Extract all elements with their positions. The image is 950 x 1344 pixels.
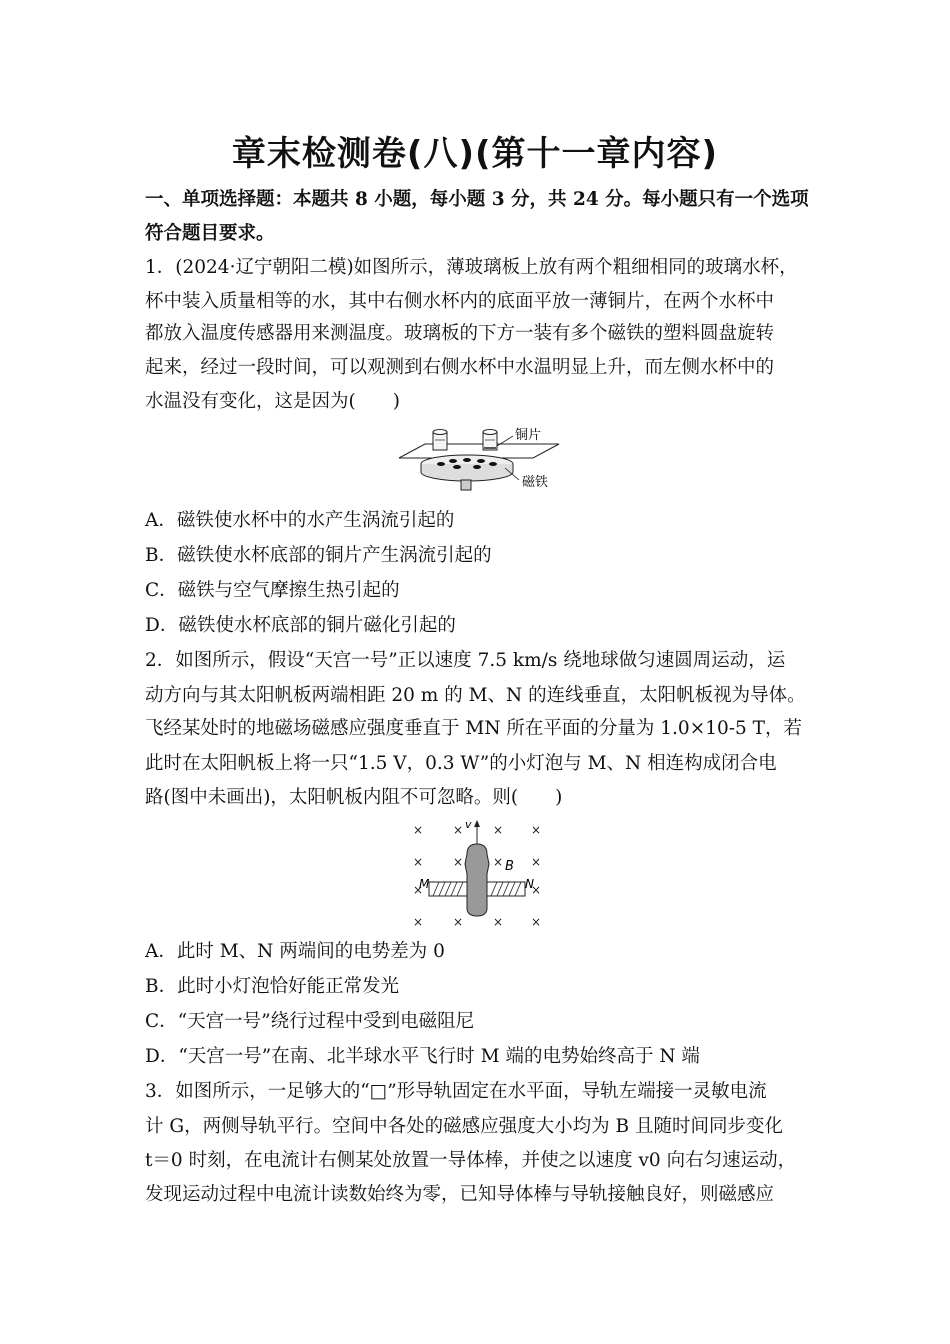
q3-line-2: 计 G，两侧导轨平行。空间中各处的磁感应强度大小均为 B 且随时间同步变化 <box>145 1116 784 1137</box>
q1-line-3: 都放入温度传感器用来测温度。玻璃板的下方一装有多个磁铁的塑料圆盘旋转 <box>145 323 775 344</box>
q3-line-3: t＝0 时刻，在电流计右侧某处放置一导体棒，并使之以速度 v0 向右匀速运动， <box>145 1150 797 1171</box>
svg-text:×: × <box>413 883 424 897</box>
q2-line-4: 此时在太阳帆板上将一只“1.5 V，0.3 W”的小灯泡与 M、N 相连构成闭合电 <box>145 753 777 774</box>
svg-text:×: × <box>493 915 504 929</box>
q1-option-d: D．磁铁使水杯底部的铜片磁化引起的 <box>145 615 456 636</box>
label-v: v <box>465 818 472 831</box>
q1-figure <box>395 424 565 500</box>
svg-text:×: × <box>413 855 424 869</box>
label-magnet: 磁铁 <box>522 475 549 490</box>
svg-text:×: × <box>531 823 542 837</box>
q2-option-d: D．“天宫一号”在南、北半球水平飞行时 M 端的电势始终高于 N 端 <box>145 1046 700 1067</box>
section-heading-line-1: 一、单项选择题：本题共 8 小题，每小题 3 分，共 24 分。每小题只有一个选项 <box>145 189 809 210</box>
svg-text:×: × <box>531 883 542 897</box>
svg-text:×: × <box>493 855 504 869</box>
disk-axle <box>461 480 471 490</box>
q2-figure <box>405 818 550 932</box>
svg-text:×: × <box>453 823 464 837</box>
solar-panel-right <box>487 882 525 896</box>
q1-line-4: 起来，经过一段时间，可以观测到右侧水杯中水温明显上升，而左侧水杯中的 <box>145 357 775 378</box>
q2-option-c: C．“天宫一号”绕行过程中受到电磁阻尼 <box>145 1011 475 1032</box>
spacecraft-body <box>465 844 489 916</box>
solar-panel-left <box>429 882 467 896</box>
left-cup <box>433 430 447 451</box>
q2-line-2: 动方向与其太阳帆板两端相距 20 m 的 M、N 的连线垂直，太阳帆板视为导体。 <box>145 685 806 706</box>
q3-line-1: 3．如图所示，一足够大的“□”形导轨固定在水平面，导轨左端接一灵敏电流 <box>145 1081 767 1102</box>
svg-text:×: × <box>413 823 424 837</box>
svg-text:×: × <box>413 915 424 929</box>
q2-line-3: 飞经某处时的地磁场磁感应强度垂直于 MN 所在平面的分量为 1.0×10-5 T，若 <box>145 718 802 739</box>
q2-option-b: B．此时小灯泡恰好能正常发光 <box>145 976 400 997</box>
svg-text:×: × <box>453 855 464 869</box>
q1-line-5: 水温没有变化，这是因为( ) <box>145 391 400 412</box>
q2-line-5: 路(图中未画出)，太阳帆板内阻不可忽略。则( ) <box>145 787 563 808</box>
page-title: 章末检测卷(八)(第十一章内容) <box>231 134 719 174</box>
q2-line-1: 2．如图所示，假设“天宫一号”正以速度 7.5 km/s 绕地球做匀速圆周运动，运 <box>145 650 786 671</box>
label-N: N <box>525 877 534 891</box>
label-B: B <box>505 859 514 874</box>
q3-line-4: 发现运动过程中电流计读数始终为零，已知导体棒与导轨接触良好，则磁感应 <box>145 1184 775 1205</box>
svg-text:×: × <box>531 855 542 869</box>
q1-option-c: C．磁铁与空气摩擦生热引起的 <box>145 580 400 601</box>
label-M: M <box>419 877 430 891</box>
q1-line-1: 1．(2024·辽宁朝阳二模)如图所示，薄玻璃板上放有两个粗细相同的玻璃水杯， <box>145 257 798 278</box>
right-cup <box>483 430 497 451</box>
q2-option-a: A．此时 M、N 两端间的电势差为 0 <box>145 941 445 962</box>
q1-option-b: B．磁铁使水杯底部的铜片产生涡流引起的 <box>145 545 492 566</box>
svg-text:×: × <box>531 915 542 929</box>
svg-text:×: × <box>493 823 504 837</box>
q1-option-a: A．磁铁使水杯中的水产生涡流引起的 <box>145 510 455 531</box>
q1-line-2: 杯中装入质量相等的水，其中右侧水杯内的底面平放一薄铜片，在两个水杯中 <box>145 291 775 312</box>
label-copper: 铜片 <box>515 428 542 443</box>
section-heading-line-2: 符合题目要求。 <box>145 223 275 244</box>
svg-text:×: × <box>453 915 464 929</box>
